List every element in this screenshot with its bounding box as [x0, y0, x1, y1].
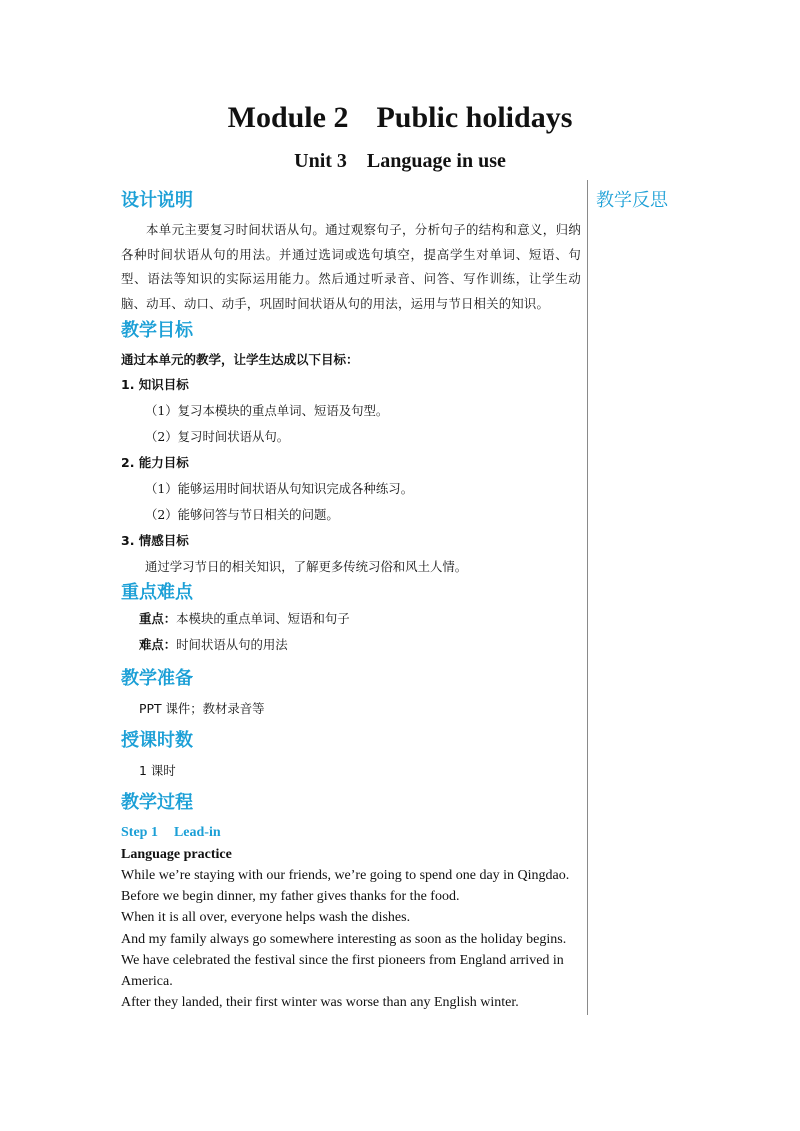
practice-sentence: After they landed, their first winter was worse than any English winter.: [121, 995, 519, 1011]
design-text: 本单元主要复习时间状语从句。通过观察句子，分析句子的结构和意义，归纳各种时间状语从句的用法。并通过选词或选句填空，提高学生对单词、短语、句型、语法等知识的实际运用能力。然后通过听录音、问答、写作训练，让学生动脑、动耳、动口、动手，巩固时间状语从句的用法，运用与节日相关的知识。: [121, 222, 581, 311]
key-point: [121, 606, 581, 632]
unit-name: Language in use: [366, 150, 506, 172]
objectives-intro: 通过本单元的教学，让学生达成以下目标：: [121, 352, 359, 367]
main-column: [121, 188, 581, 1013]
objective-group-title: 1. 知识目标: [121, 377, 189, 392]
preparation-heading: 教学准备: [121, 668, 193, 689]
process-heading: 教学过程: [121, 792, 193, 813]
step-heading: [121, 822, 581, 844]
objective-group-title: 3. 情感目标: [121, 533, 189, 548]
key-text: 本模块的重点单词、短语和句子: [176, 611, 350, 626]
objectives-heading: 教学目标: [121, 320, 193, 341]
practice-sentence: When it is all over, everyone helps wash the dishes.: [121, 910, 411, 926]
reflection-heading: 教学反思: [596, 190, 668, 211]
column-divider: [587, 180, 588, 1015]
difficult-text: 时间状语从句的用法: [176, 637, 288, 652]
objective-item: （1）能够运用时间状语从句知识完成各种练习。: [145, 481, 414, 496]
objective-group-title: 2. 能力目标: [121, 455, 189, 470]
step-name: Lead-in: [173, 825, 221, 840]
difficult-label: 难点：: [139, 637, 177, 652]
objective-item: 通过学习节日的相关知识，了解更多传统习俗和风土人情。: [145, 559, 468, 574]
unit-title: [0, 148, 800, 174]
practice-sentence: We have celebrated the festival since the first pioneers from England arrived in America.: [121, 952, 564, 990]
module-name: Public holidays: [376, 101, 573, 134]
difficult-point: [121, 632, 581, 658]
module-number: Module 2: [227, 101, 349, 134]
practice-sentence: Before we begin dinner, my father gives thanks for the food.: [121, 889, 460, 905]
objective-item: （2）复习时间状语从句。: [145, 429, 290, 444]
design-heading: 设计说明: [121, 190, 193, 211]
unit-number: Unit 3: [294, 150, 347, 172]
practice-sentence: While we’re staying with our friends, we’re going to spend one day in Qingdao.: [121, 868, 570, 883]
practice-sentence: And my family always go somewhere interesting as soon as the holiday begins.: [121, 931, 567, 947]
objective-item: （1）复习本模块的重点单词、短语及句型。: [145, 403, 389, 418]
hours-heading: 授课时数: [121, 730, 193, 751]
module-title: [0, 98, 800, 138]
practice-subheading: Language practice: [121, 847, 232, 862]
hours-text: 1 课时: [139, 763, 176, 778]
key-points-heading: 重点难点: [121, 582, 193, 603]
key-label: 重点：: [139, 611, 177, 626]
step-number: Step 1: [121, 825, 158, 840]
objective-item: （2）能够问答与节日相关的问题。: [145, 507, 339, 522]
preparation-text: PPT 课件；教材录音等: [139, 701, 265, 716]
